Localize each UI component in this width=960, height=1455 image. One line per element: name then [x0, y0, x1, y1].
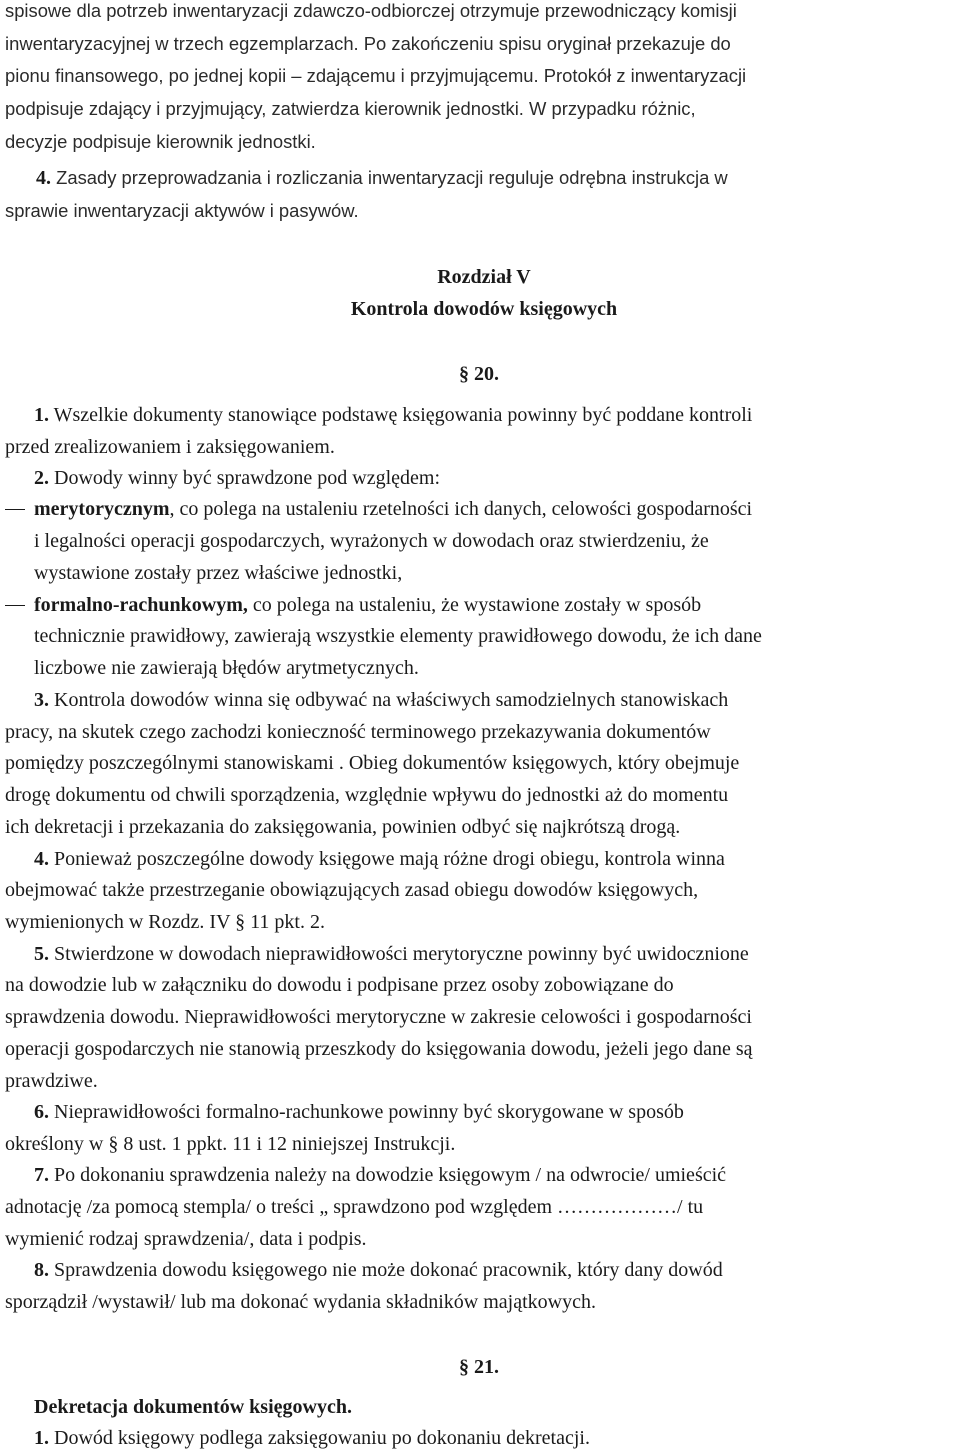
- text-line: podpisuje zdający i przyjmujący, zatwierdza kierownik jednostki. W przypadku różnic,: [5, 98, 696, 119]
- text-line: sporządził /wystawił/ lub ma dokonać wydania składników majątkowych.: [5, 1291, 596, 1313]
- text-line: technicznie prawidłowy, zawierają wszystkie elementy prawidłowego dowodu, że ich dane: [34, 625, 762, 647]
- text-line: operacji gospodarczych nie stanowią przeszkody do księgowania dowodu, jeżeli jego dane są: [5, 1038, 753, 1060]
- text-line: inwentaryzacyjnej w trzech egzemplarzach. Po zakończeniu spisu oryginał przekazuje do: [5, 33, 731, 54]
- chapter-title: Rozdział V: [437, 266, 531, 288]
- paragraph-text: Stwierdzone w dowodach nieprawidłowości merytoryczne powinny być uwidocznione: [54, 943, 749, 965]
- paragraph-7: [34, 1162, 726, 1192]
- text-line: wystawione zostały przez właściwe jednostki,: [34, 562, 403, 584]
- text-line: wymienić rodzaj sprawdzenia/, data i podpis.: [5, 1228, 367, 1250]
- text-line: wymienionych w Rozdz. IV § 11 pkt. 2.: [5, 911, 325, 933]
- paragraph-text: Kontrola dowodów winna się odbywać na właściwych samodzielnych stanowiskach: [54, 689, 729, 711]
- paragraph-text: Sprawdzenia dowodu księgowego nie może dokonać pracownik, który dany dowód: [54, 1259, 723, 1281]
- term: merytorycznym: [34, 498, 170, 520]
- paragraph-number: 3.: [34, 689, 49, 711]
- list-dash: [5, 496, 25, 522]
- paragraph-5: [34, 941, 749, 971]
- text-line: spisowe dla potrzeb inwentaryzacji zdawczo-odbiorczej otrzymuje przewodniczący komisji: [5, 0, 737, 21]
- paragraph-8: [34, 1257, 723, 1287]
- paragraph-text: Dowody winny być sprawdzone pod względem:: [54, 467, 441, 489]
- text-line: pracy, na skutek czego zachodzi konieczność terminowego przekazywania dokumentów: [5, 721, 711, 743]
- list-item-formalno-rachunkowy: [34, 592, 701, 622]
- text-line: na dowodzie lub w załączniku do dowodu i podpisane przez osoby zobowiązane do: [5, 974, 674, 996]
- paragraph-3: [34, 687, 728, 717]
- paragraph-number: 7.: [34, 1164, 49, 1186]
- paragraph-text: Zasady przeprowadzania i rozliczania inwentaryzacji reguluje odrębna instrukcja w: [56, 167, 728, 188]
- paragraph-text: Wszelkie dokumenty stanowiące podstawę księgowania powinny być poddane kontroli: [53, 404, 753, 426]
- list-dash: [5, 592, 25, 618]
- paragraph-4: [36, 165, 728, 195]
- paragraph-number: 1.: [34, 1427, 49, 1449]
- paragraph-number: 4.: [36, 167, 51, 189]
- text-line: prawdziwe.: [5, 1070, 98, 1092]
- section-title: Dekretacja dokumentów księgowych.: [34, 1396, 352, 1418]
- list-item-merytoryczny: [34, 496, 752, 526]
- paragraph-text: Po dokonaniu sprawdzenia należy na dowodzie księgowym / na odwrocie/ umieścić: [54, 1164, 727, 1186]
- text-line: określony w § 8 ust. 1 ppkt. 11 i 12 niniejszej Instrukcji.: [5, 1133, 456, 1155]
- list-item-text: , co polega na ustaleniu rzetelności ich danych, celowości gospodarności: [169, 498, 753, 520]
- text-line: adnotację /za pomocą stempla/ o treści „ sprawdzono pod względem ………………/ tu: [5, 1196, 704, 1218]
- text-line: sprawdzenia dowodu. Nieprawidłowości merytoryczne w zakresie celowości i gospodarności: [5, 1006, 752, 1028]
- paragraph-2: [34, 465, 440, 495]
- text-line: przed zrealizowaniem i zaksięgowaniem.: [5, 436, 335, 458]
- text-line: pomiędzy poszczególnymi stanowiskami . Obieg dokumentów księgowych, który obejmuje: [5, 752, 740, 774]
- paragraph-1: [34, 1425, 590, 1455]
- paragraph-number: 8.: [34, 1259, 49, 1281]
- paragraph-number: 5.: [34, 943, 49, 965]
- paragraph-text: Dowód księgowy podlega zaksięgowaniu po dokonaniu dekretacji.: [54, 1427, 590, 1449]
- section-heading-20: § 20.: [459, 363, 499, 385]
- text-line: drogę dokumentu od chwili sporządzenia, względnie wpływu do jednostki aż do momentu: [5, 784, 729, 806]
- text-line: decyzje podpisuje kierownik jednostki.: [5, 131, 316, 152]
- list-item-text: co polega na ustaleniu, że wystawione zostały w sposób: [247, 594, 702, 616]
- text-line: i legalności operacji gospodarczych, wyrażonych w dowodach oraz stwierdzeniu, że: [34, 530, 709, 552]
- paragraph-6: [34, 1099, 684, 1129]
- term: formalno-rachunkowym,: [34, 594, 248, 616]
- paragraph-text: Nieprawidłowości formalno-rachunkowe powinny być skorygowane w sposób: [54, 1101, 684, 1123]
- paragraph-number: 2.: [34, 467, 49, 489]
- paragraph-number: 4.: [34, 848, 49, 870]
- paragraph-1: [34, 402, 752, 432]
- section-heading-21: § 21.: [459, 1356, 499, 1378]
- paragraph-text: Ponieważ poszczególne dowody księgowe mają różne drogi obiegu, kontrola winna: [54, 848, 725, 870]
- text-line: liczbowe nie zawierają błędów arytmetycznych.: [34, 657, 419, 679]
- text-line: pionu finansowego, po jednej kopii – zdającemu i przyjmującemu. Protokół z inwentaryzacji: [5, 65, 747, 86]
- text-line: ich dekretacji i przekazania do zaksięgowania, powinien odbyć się najkrótszą drogą.: [5, 816, 681, 838]
- paragraph-number: 6.: [34, 1101, 49, 1123]
- text-line: obejmować także przestrzeganie obowiązujących zasad obiegu dowodów księgowych,: [5, 879, 699, 901]
- text-line: sprawie inwentaryzacji aktywów i pasywów.: [5, 200, 359, 221]
- paragraph-number: 1.: [34, 404, 49, 426]
- paragraph-4: [34, 846, 725, 876]
- chapter-subtitle: Kontrola dowodów księgowych: [350, 298, 618, 320]
